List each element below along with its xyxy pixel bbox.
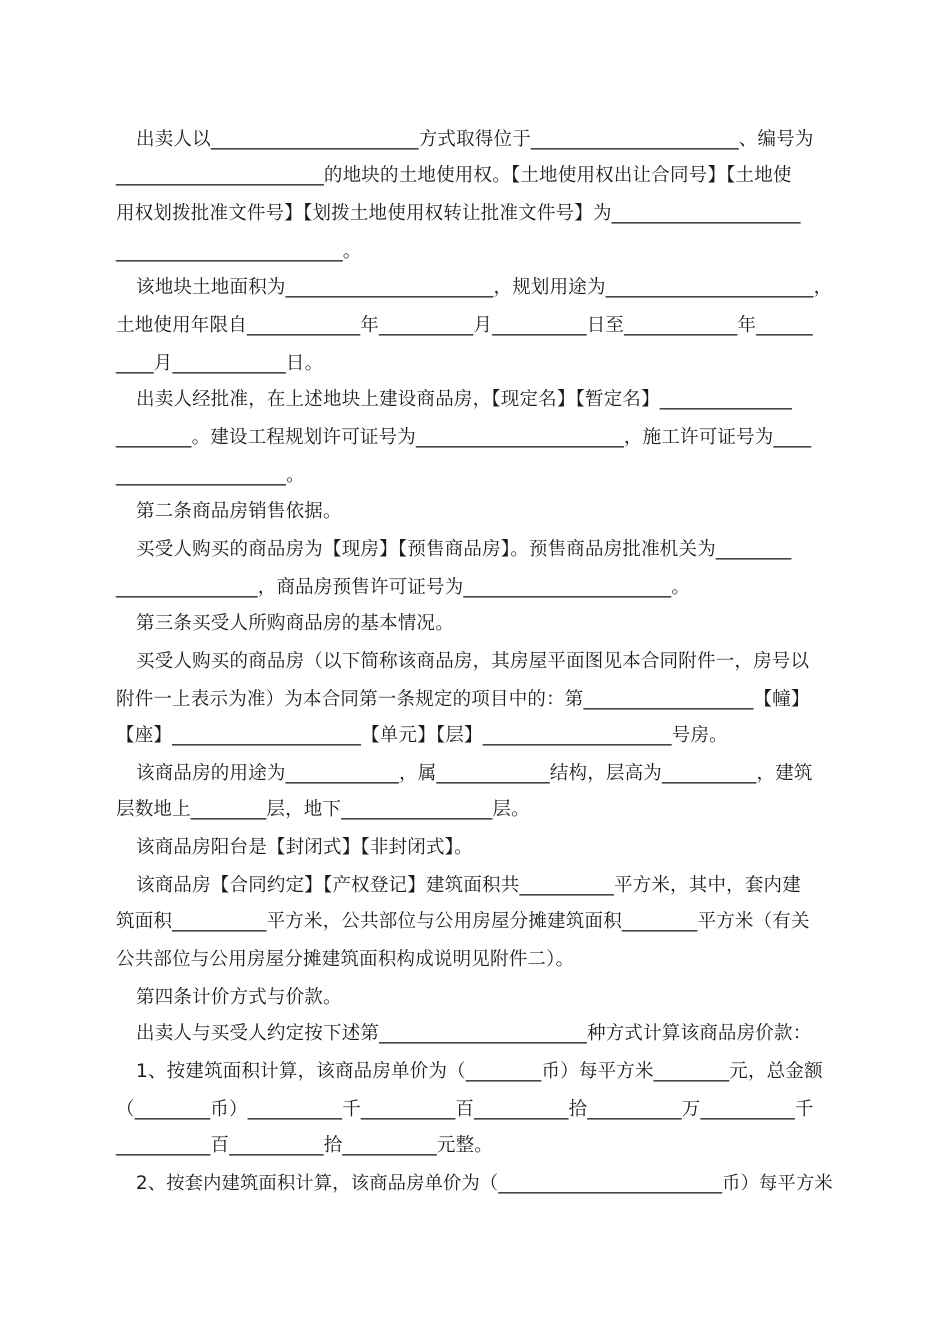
text-line: 买受人购买的商品房为【现房】【预售商品房】。预售商品房批准机关为________: [136, 539, 792, 560]
text-line: __________________。: [116, 465, 305, 486]
text-line: 买受人购买的商品房（以下简称该商品房，其房屋平面图见本合同附件一，房号以: [136, 651, 810, 672]
text-line: ________________________。: [116, 241, 362, 262]
text-line: 出卖人以______________________方式取得位于______________________、编号为: [136, 129, 814, 150]
text-line: ________。建设工程规划许可证号为______________________，施工许可证号为____: [116, 427, 812, 448]
text-line: 出卖人与买受人约定按下述第______________________种方式计算该商品房价款：: [136, 1023, 812, 1044]
text-line: 出卖人经批准，在上述地块上建设商品房，【现定名】【暂定名】______________: [136, 389, 793, 410]
text-line: 用权划拨批准文件号】【划拨土地使用权转让批准文件号】为____________________: [116, 203, 801, 224]
text-line: 该商品房阳台是【封闭式】【非封闭式】。: [136, 837, 473, 858]
article-heading: 第三条买受人所购商品房的基本情况。: [136, 613, 454, 634]
text-line: __________百__________拾__________元整。: [116, 1135, 494, 1156]
article-heading: 第二条商品房销售依据。: [136, 501, 342, 522]
text-line: _______________，商品房预售许可证号为______________________。: [116, 577, 691, 598]
text-line: 2、按套内建筑面积计算，该商品房单价为（________________________币）每平方米: [136, 1173, 833, 1194]
text-line: 公共部位与公用房屋分摊建筑面积构成说明见附件二）。: [116, 949, 575, 970]
text-line: 层数地上________层，地下________________层。: [116, 799, 530, 820]
text-line: 该地块土地面积为______________________，规划用途为______________________，: [136, 277, 833, 298]
text-line: ____月____________日。: [116, 353, 324, 374]
text-line: 【座】____________________【单元】【层】____________________号房。: [116, 725, 728, 746]
text-line: 附件一上表示为准）为本合同第一条规定的项目中的：第__________________【幢】: [116, 689, 810, 710]
text-line: 筑面积__________平方米，公共部位与公用房屋分摊建筑面积________平方米（有关: [116, 911, 810, 932]
article-heading: 第四条计价方式与价款。: [136, 987, 342, 1008]
text-line: （________币）__________千__________百__________拾__________万__________千: [116, 1099, 814, 1120]
text-line: 该商品房的用途为____________，属____________结构，层高为__________，建筑: [136, 763, 813, 784]
text-line: 该商品房【合同约定】【产权登记】建筑面积共__________平方米，其中，套内建: [136, 875, 801, 896]
text-line: 1、按建筑面积计算，该商品房单价为（________币）每平方米________元，总金额: [136, 1061, 823, 1082]
text-line: ______________________的地块的土地使用权。【土地使用权出让合同号】【土地使: [116, 165, 792, 186]
text-line: 土地使用年限自____________年__________月__________日至____________年______: [116, 315, 813, 336]
